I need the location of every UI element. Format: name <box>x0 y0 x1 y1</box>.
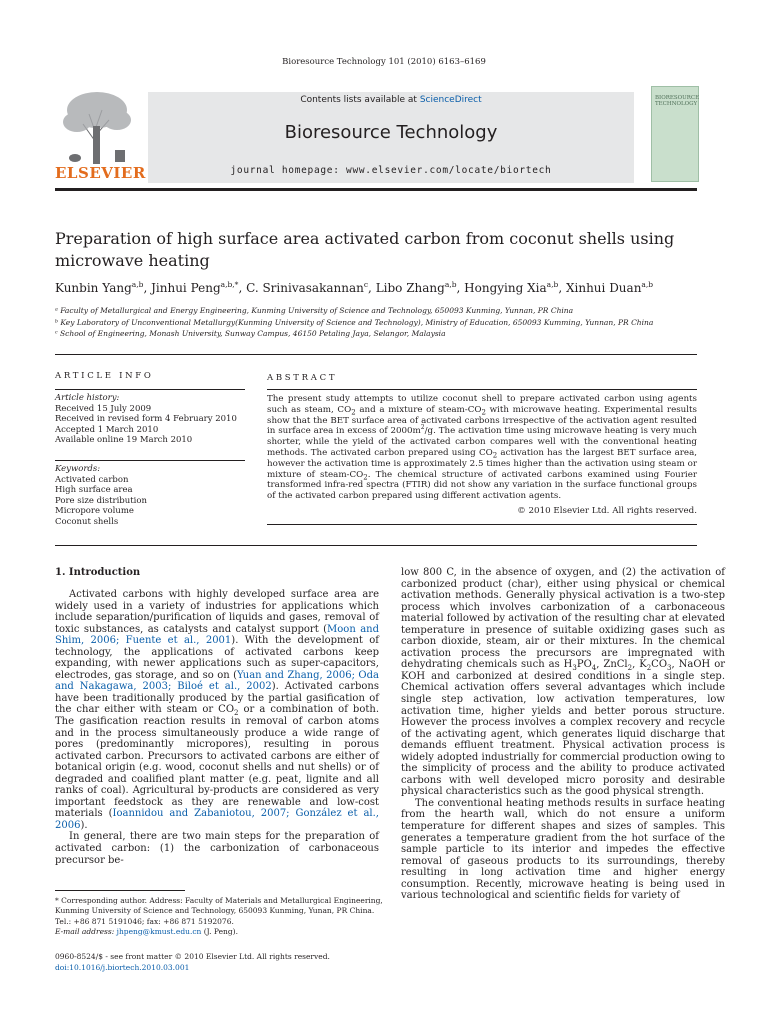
text-run: , ZnCl <box>596 659 628 671</box>
author-affil: a,b <box>546 280 559 289</box>
corresponding-author-note: * Corresponding author. Address: Faculty of Materials and Metallurgical Engineering, Kunming University of Science and Technology, 650093 Kunming, Yunan, PR China. Tel.: +86 871 5191046; fax: +86 871 5192076. <box>55 896 383 926</box>
text-run: PO <box>576 659 592 671</box>
abstract-copyright: © 2010 Elsevier Ltd. All rights reserved. <box>517 506 697 516</box>
author-affil: a,b <box>131 280 144 289</box>
keyword-item: Coconut shells <box>55 516 119 527</box>
tree-icon <box>55 86 139 166</box>
text-run: Activated carbons with highly developed surface area are widely used in a variety of industries for applications which include separation/purification of liquids and gases, removal of toxic substances, as catalysts and catalyst support ( <box>55 589 379 635</box>
contents-prefix: Contents lists available at <box>300 95 420 105</box>
author-sep: , <box>368 281 376 295</box>
section-rule-bottom <box>55 545 697 546</box>
author-name: Xinhui Duan <box>565 281 642 295</box>
footnote-rule <box>55 890 185 891</box>
text-run: or a combination of both. The gasification reaction results in removal of carbon atoms and in the process simultaneously produce a wide range of pores (predominantly micropores), resulting in porous activated carbon. Precursors to activated carbons are either of botanical origin (e.g. wood, coconut shells and nut shells) or of degraded and coalified plant matter (e.g. peat, lignite and all ranks of coal). Agricultural by-products are considered as very important feedstock as they are renewable and low-cost materials ( <box>55 704 379 820</box>
author-affil: a,b,* <box>220 280 239 289</box>
superscript: 2 <box>420 424 425 432</box>
author-affil: c <box>363 280 369 289</box>
subscript: 2 <box>627 664 633 673</box>
affiliation-a: ᵃ Faculty of Metallurgical and Energy Engineering, Kunming University of Science and Technology, 650093 Kunming, Yunnan, PR China <box>55 306 574 315</box>
history-label: Article history: <box>55 393 120 403</box>
email-link[interactable]: jhpeng@kmust.edu.cn <box>116 927 202 937</box>
author-name: Jinhui Peng <box>151 281 221 295</box>
text-run: ). Activated carbons have been traditionally produced by the partial gasification of the char either with steam or CO <box>55 681 380 716</box>
abstract-heading: ABSTRACT <box>267 373 338 383</box>
body-column-left <box>55 589 379 866</box>
abstract-text <box>267 394 697 502</box>
keywords-label: Keywords: <box>55 464 101 474</box>
elsevier-wordmark: ELSEVIER <box>55 164 146 182</box>
journal-title: Bioresource Technology <box>284 122 498 143</box>
elsevier-logo <box>55 86 146 182</box>
keyword-item: Activated carbon <box>55 474 129 485</box>
subscript: 2 <box>363 473 368 482</box>
author-name: Hongying Xia <box>464 281 547 295</box>
abstract-part: The present study attempts to utilize coconut shell to prepare activated carbon using agents such as steam, CO <box>267 394 697 415</box>
history-item: Accepted 1 March 2010 <box>55 424 159 435</box>
text-run: ). <box>80 819 88 831</box>
author-sep: , <box>558 281 566 295</box>
keyword-item: Pore size distribution <box>55 495 147 506</box>
journal-reference: Bioresource Technology 101 (2010) 6163–6169 <box>282 57 486 67</box>
paper-title: Preparation of high surface area activated carbon from coconut shells using microwave heating <box>55 229 675 270</box>
email-label: E-mail address: <box>55 927 117 937</box>
section-rule <box>55 354 697 355</box>
subscript: 2 <box>492 451 498 460</box>
text-run: CO <box>651 659 668 671</box>
abstract-part: and a mixture of steam-CO <box>355 404 482 415</box>
article-info-heading: ARTICLE INFO <box>55 371 154 381</box>
affiliation-b: ᵇ Key Laboratory of Unconventional Metallurgy(Kunming University of Science and Technology), Ministry of Education, 650093 Kumming, Yunnan, PR China <box>55 318 654 327</box>
paragraph: In general, there are two main steps for the preparation of activated carbon: (1) the carbonization of carbonaceous precursor be- <box>55 831 379 866</box>
citation-link[interactable]: Ioannidou and Zabaniotou, 2007; González et al., 2006 <box>55 808 379 831</box>
subscript: 2 <box>351 408 356 417</box>
article-history <box>55 393 255 446</box>
doi-link[interactable]: doi:10.1016/j.biortech.2010.03.001 <box>55 962 190 972</box>
history-item: Received 15 July 2009 <box>55 403 152 414</box>
issn-line: 0960-8524/$ - see front matter © 2010 Elsevier Ltd. All rights reserved. <box>55 952 330 961</box>
text-run: , NaOH or KOH and carbonized at desired conditions in a single step. Chemical activation offers several advantages which include single step activation, low activation temperatures, low activation time, higher yields and better porous structure. However the process involves a complex recovery and recycle of the activating agent, which generates liquid discharge that demands effluent treatment. Physical activation process is widely adopted industrially for commercial production owing to the simplicity of process and the ability to produce activated carbons with well developed micro porosity and desirable physical characteristics such as the good physical strength. <box>401 659 726 798</box>
affiliation-c: ᶜ School of Engineering, Monash University, Sunway Campus, 46150 Petaling Jaya, Selangor, Malaysia <box>55 329 446 338</box>
article-info-rule <box>55 389 245 390</box>
subscript: 2 <box>481 408 486 417</box>
author-sep: , <box>238 281 247 295</box>
abstract-part: with microwave heating. Experimental results show that the BET surface area of activated carbons irrespective of the activation agent resulted in surface area in excess of 2000m <box>267 404 697 437</box>
text-run: , K <box>632 659 647 671</box>
citation-link[interactable]: Yuan and Zhang, 2006; Oda and Nakagawa, 2003; Biloé et al., 2002 <box>55 669 379 693</box>
text-run: ). With the development of technology, the applications of activated carbons keep expanding, with newer applications such as super-capacitors, electrodes, gas storage, and so on ( <box>55 635 379 681</box>
abstract-rule <box>267 389 697 390</box>
author-list <box>55 281 735 295</box>
paragraph: The conventional heating methods results in surface heating from the hearth wall, which do not ensure a uniform temperature for different shapes and sizes of samples. This generates a temperature gradient from the hot surface of the sample particle to its interior and impedes the effective removal of gaseous products to its surroundings, thereby resulting in long activation time and higher energy consumption. Recently, microwave heating is being used in various technological and scientific fields for variety of <box>401 797 725 902</box>
sciencedirect-link[interactable]: ScienceDirect <box>419 95 482 105</box>
author-sep: , <box>456 281 465 295</box>
subscript: 2 <box>234 709 239 718</box>
author-name: C. Srinivasakannan <box>246 281 364 295</box>
journal-header-box <box>148 92 634 183</box>
author-sep: , <box>143 281 152 295</box>
keyword-item: High surface area <box>55 485 133 496</box>
subscript: 3 <box>667 664 672 673</box>
abstract-part: activation has the largest BET surface area, however the activation time is approximately 2.5 times higher than the activation using steam or mixture of steam-CO <box>267 447 698 480</box>
footnote <box>55 896 385 938</box>
paragraph <box>401 567 725 798</box>
keyword-item: Micropore volume <box>55 506 134 517</box>
abstract-part: /g. The activation time using microwave heating is very much shorter, while the yield of the activated carbon compares well with the conventional heating methods. The activated carbon prepared using CO <box>267 426 697 458</box>
citation-link[interactable]: Moon and Shim, 2006; Fuente et al., 2001 <box>55 623 379 647</box>
author-name: Libo Zhang <box>375 281 445 295</box>
journal-homepage[interactable]: journal homepage: www.elsevier.com/locate/biortech <box>230 165 552 176</box>
history-item: Received in revised form 4 February 2010 <box>55 414 237 425</box>
keywords <box>55 464 255 528</box>
subscript: 3 <box>572 664 577 673</box>
email-suffix: (J. Peng). <box>201 927 238 937</box>
email-line <box>55 927 385 937</box>
subscript: 2 <box>646 664 652 673</box>
introduction-heading: 1. Introduction <box>55 567 141 578</box>
author-name: Kunbin Yang <box>55 281 132 295</box>
author-affil: a,b <box>444 280 457 289</box>
abstract-bottom-rule <box>267 524 697 525</box>
cover-title: BIORESOURCE TECHNOLOGY <box>655 95 700 107</box>
history-item: Available online 19 March 2010 <box>55 435 193 446</box>
header-rule <box>55 188 697 191</box>
author-affil: a,b <box>641 280 654 289</box>
front-matter <box>55 952 385 974</box>
paragraph <box>55 589 379 831</box>
text-run: low 800 C, in the absence of oxygen, and (2) the activation of carbonized product (char), either using physical or chemical activation methods. Generally physical activation is a two-step process which involves carbonization of a carbonaceous material followed by activation of the resulting char at elevated temperature in presence of suitable oxidizing gases such as carbon dioxide, steam, air or their mixtures. In the chemical activation process the precursors are impregnated with dehydrating chemicals such as H <box>401 567 725 671</box>
article-info-divider <box>55 460 245 461</box>
subscript: 4 <box>591 664 597 673</box>
journal-cover-thumbnail <box>651 86 699 182</box>
contents-line <box>148 95 634 105</box>
body-column-right <box>401 567 725 902</box>
abstract-part: . The chemical structure of activated carbons examined using Fourier transformed infra-red spectra (FTIR) did not show any variation in the surface functional groups of the activated carbon prepared using different activation agents. <box>267 469 697 502</box>
